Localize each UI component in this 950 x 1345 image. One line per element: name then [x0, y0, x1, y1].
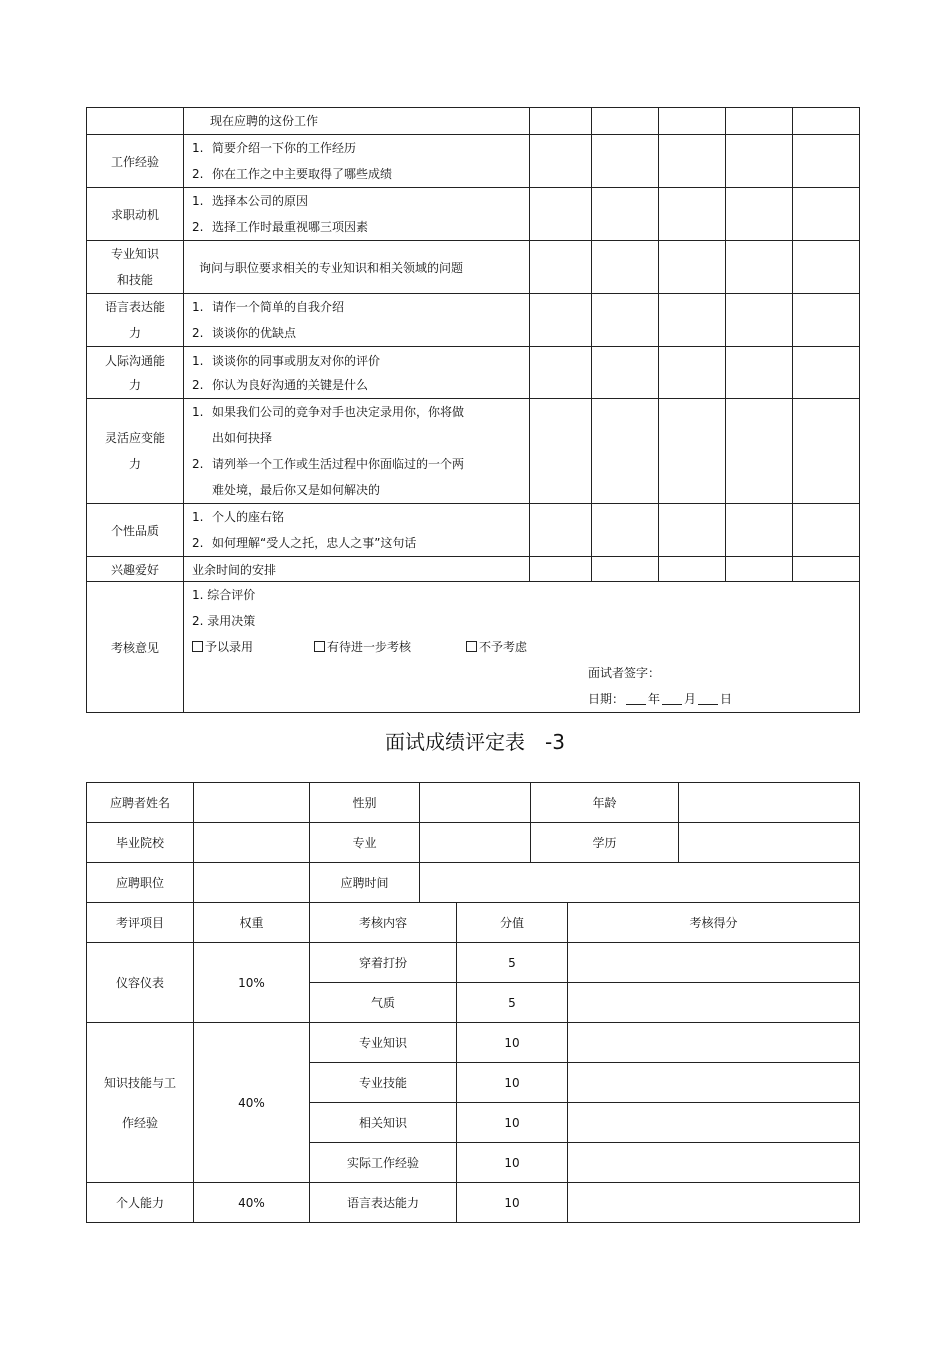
- table-row: [87, 294, 860, 347]
- score-cell[interactable]: [592, 241, 659, 294]
- school-field[interactable]: [194, 823, 310, 863]
- score-cell[interactable]: [530, 294, 592, 347]
- empty-cell: [87, 108, 184, 135]
- score-cell[interactable]: [592, 399, 659, 504]
- category-label-text: 兴趣爱好: [110, 562, 159, 577]
- score-cell[interactable]: [530, 347, 592, 399]
- date-label: 日期：: [588, 692, 625, 706]
- option-reject[interactable]: [466, 634, 527, 660]
- score-evaluation-table: [86, 782, 860, 1223]
- date-line: [192, 686, 859, 712]
- name-field[interactable]: [194, 783, 310, 823]
- table-row: [87, 108, 860, 135]
- column-header: 考核内容: [310, 903, 457, 943]
- score-cell[interactable]: [659, 135, 726, 188]
- item-text: 谈谈你的同事或朋友对你的评价: [212, 353, 381, 368]
- score-cell[interactable]: [726, 294, 793, 347]
- criterion: 相关知识: [310, 1103, 457, 1143]
- score-cell[interactable]: [659, 241, 726, 294]
- question-cell: [184, 399, 530, 504]
- question-item: [192, 214, 529, 240]
- item-text: 选择工作时最重视哪三项因素: [212, 220, 369, 234]
- score-field[interactable]: [568, 1183, 860, 1223]
- assessment-label: [87, 582, 184, 713]
- hiring-decision-label: 2. 录用决策: [192, 614, 256, 628]
- table-row: [87, 188, 860, 241]
- month-blank[interactable]: [662, 692, 682, 705]
- item-text: 出如何抉择: [212, 431, 273, 445]
- group-name: 仪容仪表: [87, 943, 194, 1023]
- table-row: [87, 943, 860, 983]
- category-label-text: 力: [128, 377, 141, 392]
- column-header: 权重: [194, 903, 310, 943]
- score-cell[interactable]: [592, 188, 659, 241]
- year-label: 年: [648, 692, 661, 706]
- question-text: 业余时间的安排: [192, 562, 277, 577]
- decision-options: [192, 634, 859, 660]
- table-row: [87, 783, 860, 823]
- checkbox-icon[interactable]: [192, 641, 203, 652]
- overall-evaluation-label: 1. 综合评价: [192, 588, 256, 602]
- field-label: 学历: [531, 823, 679, 863]
- table-row: [87, 863, 860, 903]
- field-label: 应聘职位: [87, 863, 194, 903]
- item-text: 你在工作之中主要取得了哪些成绩: [212, 167, 393, 181]
- score-cell[interactable]: [530, 108, 592, 135]
- category-label: [87, 294, 184, 347]
- score-field[interactable]: [568, 1063, 860, 1103]
- score-cell[interactable]: [793, 504, 860, 557]
- item-number: 2.: [192, 220, 204, 234]
- score-cell[interactable]: [793, 135, 860, 188]
- category-label-text: 工作经验: [110, 154, 159, 169]
- score-cell[interactable]: [793, 188, 860, 241]
- header-row: [87, 903, 860, 943]
- score-field[interactable]: [568, 1023, 860, 1063]
- score-cell[interactable]: [592, 557, 659, 582]
- score-cell[interactable]: [726, 188, 793, 241]
- year-blank[interactable]: [626, 692, 646, 705]
- score-cell[interactable]: [659, 399, 726, 504]
- item-text: 如何理解“受人之托，忠人之事”这句话: [212, 536, 417, 550]
- question-cell: [184, 241, 530, 294]
- category-label: [87, 188, 184, 241]
- item-number: 1.: [192, 405, 204, 419]
- group-name-text: 知识技能与工: [103, 1075, 176, 1090]
- option-label: 有待进一步考核: [327, 640, 412, 654]
- question-text: 询问与职位要求相关的专业知识和相关领域的问题: [199, 260, 464, 275]
- question-item: [192, 294, 529, 320]
- category-label: [87, 347, 184, 399]
- question-item: [192, 135, 529, 161]
- score-cell[interactable]: [726, 504, 793, 557]
- group-weight: 10%: [194, 943, 310, 1023]
- question-item: [192, 399, 529, 425]
- position-field[interactable]: [194, 863, 310, 903]
- score-cell[interactable]: [592, 504, 659, 557]
- category-label-text: 力: [128, 326, 141, 340]
- category-label: [87, 504, 184, 557]
- score-field[interactable]: [568, 1103, 860, 1143]
- score-cell[interactable]: [659, 347, 726, 399]
- criterion: 穿着打扮: [310, 943, 457, 983]
- criterion-score: 10: [457, 1143, 568, 1183]
- score-cell[interactable]: [592, 108, 659, 135]
- criterion-score: 10: [457, 1183, 568, 1223]
- day-label: 日: [720, 692, 733, 706]
- question-cell: [184, 557, 530, 582]
- question-item: [192, 161, 529, 187]
- question-cell: [184, 188, 530, 241]
- table-row: [87, 1023, 860, 1063]
- score-cell[interactable]: [659, 294, 726, 347]
- column-header: 分值: [457, 903, 568, 943]
- score-cell[interactable]: [793, 347, 860, 399]
- category-label-text: 和技能: [116, 273, 153, 287]
- category-label: [87, 241, 184, 294]
- category-label-text: 人际沟通能: [104, 353, 165, 368]
- field-label: 年龄: [531, 783, 679, 823]
- item-text: 简要介绍一下你的工作经历: [212, 141, 357, 155]
- assessment-label-text: 考核意见: [110, 640, 159, 655]
- item-number: 1.: [192, 510, 204, 524]
- category-label: [87, 557, 184, 582]
- score-cell[interactable]: [793, 108, 860, 135]
- month-label: 月: [684, 692, 697, 706]
- age-field[interactable]: [679, 783, 860, 823]
- score-cell[interactable]: [530, 135, 592, 188]
- question-item: [192, 373, 529, 397]
- group-name-text: 作经验: [121, 1115, 158, 1130]
- score-cell[interactable]: [530, 399, 592, 504]
- score-cell[interactable]: [592, 347, 659, 399]
- group-weight: 40%: [194, 1183, 310, 1223]
- category-label-text: 求职动机: [110, 207, 159, 222]
- checkbox-icon[interactable]: [314, 641, 325, 652]
- score-cell[interactable]: [726, 108, 793, 135]
- score-field[interactable]: [568, 1143, 860, 1183]
- score-cell[interactable]: [793, 294, 860, 347]
- table-row: [87, 135, 860, 188]
- field-label: 专业: [310, 823, 420, 863]
- item-number: 2.: [192, 536, 204, 550]
- criterion: 实际工作经验: [310, 1143, 457, 1183]
- group-weight: 40%: [194, 1023, 310, 1183]
- day-blank[interactable]: [698, 692, 718, 705]
- option-label: 予以录用: [205, 640, 254, 654]
- time-field[interactable]: [420, 863, 860, 903]
- question-item: [192, 425, 529, 451]
- item-number: 2.: [192, 167, 204, 181]
- score-cell[interactable]: [726, 135, 793, 188]
- category-label: [87, 399, 184, 504]
- gender-field[interactable]: [420, 783, 531, 823]
- table-row: [87, 399, 860, 504]
- score-field[interactable]: [568, 983, 860, 1023]
- item-text: 个人的座右铭: [212, 510, 285, 524]
- score-cell[interactable]: [530, 557, 592, 582]
- score-cell[interactable]: [659, 504, 726, 557]
- field-label: 应聘时间: [310, 863, 420, 903]
- category-label-text: 灵活应变能: [104, 431, 165, 445]
- criterion-score: 10: [457, 1023, 568, 1063]
- score-cell[interactable]: [659, 188, 726, 241]
- item-number: 2.: [192, 377, 204, 392]
- score-cell[interactable]: [530, 241, 592, 294]
- score-cell[interactable]: [793, 241, 860, 294]
- column-header: 考评项目: [87, 903, 194, 943]
- interviewer-signature-label: 面试者签字：: [588, 666, 661, 680]
- score-cell[interactable]: [659, 557, 726, 582]
- form-title: 面试成绩评定表 -3: [385, 730, 565, 754]
- item-text: 谈谈你的优缺点: [212, 326, 297, 340]
- table-row: [87, 347, 860, 399]
- group-name: 个人能力: [87, 1183, 194, 1223]
- item-number: 1.: [192, 141, 204, 155]
- category-label: [87, 135, 184, 188]
- score-cell[interactable]: [726, 241, 793, 294]
- category-label-text: 力: [128, 457, 141, 471]
- score-cell[interactable]: [592, 135, 659, 188]
- education-field[interactable]: [679, 823, 860, 863]
- score-cell[interactable]: [530, 188, 592, 241]
- question-cell: [184, 294, 530, 347]
- option-hire[interactable]: [192, 634, 314, 660]
- criterion-score: 5: [457, 943, 568, 983]
- question-item: [192, 451, 529, 477]
- score-cell[interactable]: [530, 504, 592, 557]
- question-item: [192, 188, 529, 214]
- column-header: 考核得分: [568, 903, 860, 943]
- score-cell[interactable]: [726, 399, 793, 504]
- option-further-review[interactable]: [314, 634, 466, 660]
- category-label-text: 个性品质: [110, 523, 159, 538]
- item-number: 1.: [192, 194, 204, 208]
- question-item: [192, 349, 529, 373]
- item-text: 难处境，最后你又是如何解决的: [212, 483, 381, 497]
- score-field[interactable]: [568, 943, 860, 983]
- item-text: 如果我们公司的竞争对手也决定录用你，你将做: [212, 405, 465, 419]
- criterion-score: 10: [457, 1063, 568, 1103]
- assessment-row: [87, 582, 860, 713]
- score-cell[interactable]: [793, 399, 860, 504]
- criterion: 气质: [310, 983, 457, 1023]
- criterion: 语言表达能力: [310, 1183, 457, 1223]
- table-row: [87, 1183, 860, 1223]
- category-label-text: 专业知识: [110, 247, 159, 261]
- field-label: 应聘者姓名: [87, 783, 194, 823]
- question-cell: [184, 135, 530, 188]
- item-number: 2.: [192, 326, 204, 340]
- item-text: 你认为良好沟通的关键是什么: [212, 377, 369, 392]
- score-cell[interactable]: [592, 294, 659, 347]
- criterion: 专业技能: [310, 1063, 457, 1103]
- interview-questions-table: [86, 107, 860, 713]
- table-row: [87, 504, 860, 557]
- table-row: [87, 557, 860, 582]
- field-label: 性别: [310, 783, 420, 823]
- assessment-cell: [184, 582, 860, 713]
- checkbox-icon[interactable]: [466, 641, 477, 652]
- question-cell: [184, 504, 530, 557]
- question-item: [192, 530, 529, 556]
- item-text: 请作一个简单的自我介绍: [212, 300, 345, 314]
- score-cell[interactable]: [659, 108, 726, 135]
- item-number: 1.: [192, 353, 204, 368]
- item-number: 2.: [192, 457, 204, 471]
- score-cell[interactable]: [726, 347, 793, 399]
- question-item: [192, 477, 529, 503]
- category-label-text: 语言表达能: [104, 300, 165, 314]
- criterion-score: 10: [457, 1103, 568, 1143]
- option-label: 不予考虑: [479, 640, 528, 654]
- question-cell: [184, 108, 530, 135]
- major-field[interactable]: [420, 823, 531, 863]
- question-item: [192, 320, 529, 346]
- group-name: [87, 1023, 194, 1183]
- question-cell: [184, 347, 530, 399]
- field-label: 毕业院校: [87, 823, 194, 863]
- item-text: 请列举一个工作或生活过程中你面临过的一个两: [212, 457, 465, 471]
- criterion: 专业知识: [310, 1023, 457, 1063]
- item-text: 选择本公司的原因: [212, 194, 309, 208]
- item-number: 1.: [192, 300, 204, 314]
- score-cell[interactable]: [793, 557, 860, 582]
- table-row: [87, 241, 860, 294]
- criterion-score: 5: [457, 983, 568, 1023]
- question-item: [192, 504, 529, 530]
- table-row: [87, 823, 860, 863]
- score-cell[interactable]: [726, 557, 793, 582]
- question-text: 现在应聘的这份工作: [210, 114, 319, 128]
